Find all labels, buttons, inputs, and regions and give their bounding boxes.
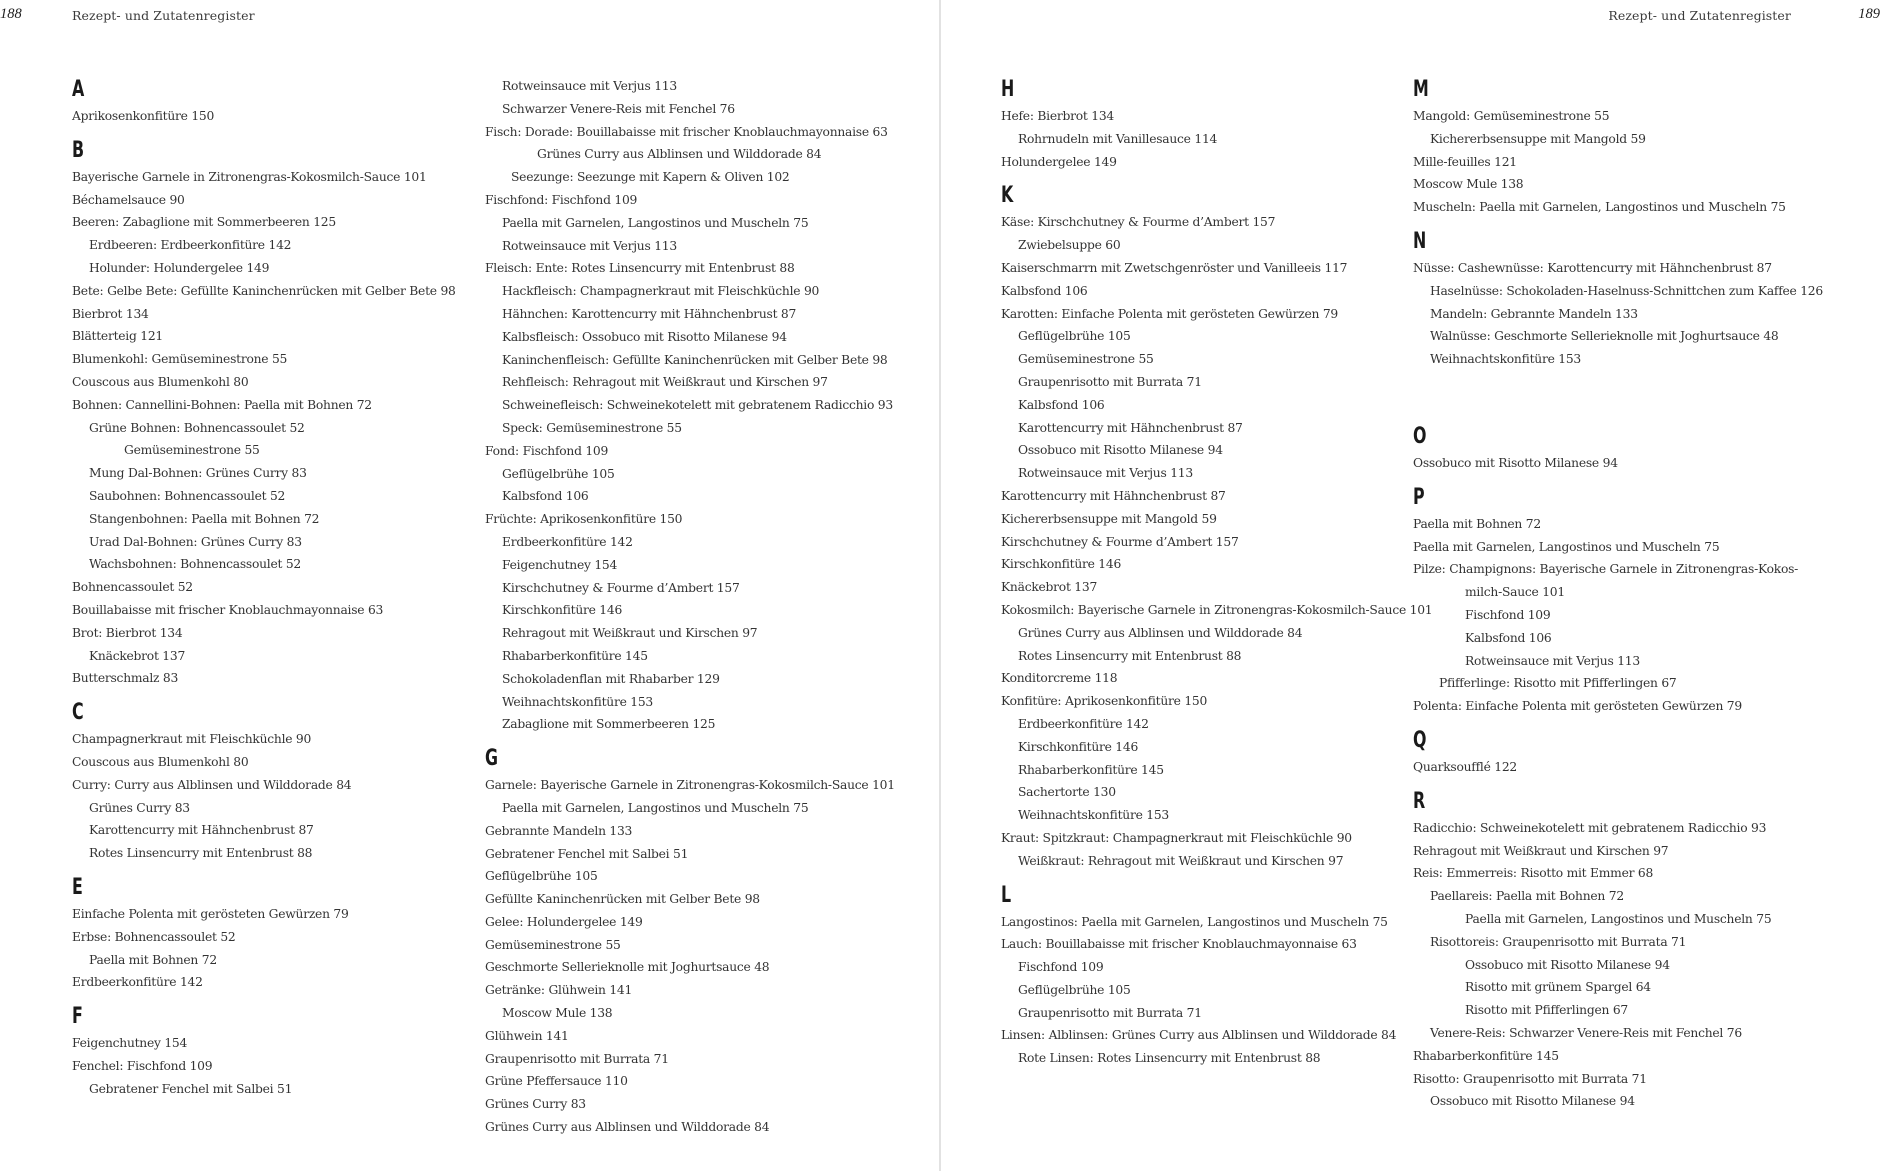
index-entry: Bohnencassoulet 52 [72, 580, 193, 595]
index-section [485, 745, 905, 1139]
index-subentry: Fischfond 109 [1465, 607, 1551, 622]
index-subentry: Kirschkonfitüre 146 [1018, 739, 1139, 754]
index-column [485, 75, 905, 1148]
index-entry: Blätterteig 121 [72, 329, 163, 344]
index-entry: Reis: Emmerreis: Risotto mit Emmer 68 [1413, 866, 1654, 881]
index-section [1413, 727, 1833, 779]
index-entry: Rhabarberkonfitüre 145 [1413, 1048, 1559, 1063]
index-entry: Gefüllte Kaninchenrücken mit Gelber Bete 98 [485, 892, 760, 907]
index-subentry: Kaninchenfleisch: Gefüllte Kaninchenrücken mit Gelber Bete 98 [502, 352, 888, 367]
index-subentry: Karottencurry mit Hähnchenbrust 87 [89, 823, 314, 838]
index-entry: Geflügelbrühe 105 [485, 869, 598, 884]
index-entry: Lauch: Bouillabaisse mit frischer Knoblauchmayonnaise 63 [1001, 937, 1357, 952]
index-entry: Fisch: Dorade: Bouillabaisse mit frischer Knoblauchmayonnaise 63 [485, 124, 888, 139]
section-letter: Q [1413, 727, 1427, 753]
index-subentry: Rotes Linsencurry mit Entenbrust 88 [1018, 648, 1242, 663]
index-section [1413, 484, 1833, 718]
index-subentry: Graupenrisotto mit Burrata 71 [1018, 374, 1202, 389]
index-entry: Gemüseminestrone 55 [485, 937, 621, 952]
index-entry: Gebratener Fenchel mit Salbei 51 [485, 846, 689, 861]
index-entry: Bete: Gelbe Bete: Gefüllte Kaninchenrücken mit Gelber Bete 98 [72, 283, 456, 298]
index-subentry: Rote Linsen: Rotes Linsencurry mit Entenbrust 88 [1018, 1051, 1321, 1066]
index-entry: Gelee: Holundergelee 149 [485, 914, 643, 929]
index-section [1413, 788, 1833, 1113]
index-entry: Kirschkonfitüre 146 [1001, 557, 1122, 572]
index-entry: Pilze: Champignons: Bayerische Garnele in Zitronengras-Kokos- [1413, 562, 1799, 577]
index-entry: Curry: Curry aus Alblinsen und Wilddorade 84 [72, 777, 352, 792]
index-entry: Knäckebrot 137 [1001, 580, 1098, 595]
index-section [72, 874, 492, 994]
index-entry: Quarksoufflé 122 [1413, 759, 1517, 774]
index-subentry: Risottoreis: Graupenrisotto mit Burrata 71 [1430, 934, 1687, 949]
index-subentry: Erdbeerkonfitüre 142 [1018, 716, 1149, 731]
index-entry: Fleisch: Ente: Rotes Linsencurry mit Entenbrust 88 [485, 261, 795, 276]
index-entry: Nüsse: Cashewnüsse: Karottencurry mit Hähnchenbrust 87 [1413, 260, 1772, 275]
index-section [1001, 76, 1421, 173]
index-subentry: Weihnachtskonfitüre 153 [1430, 352, 1581, 367]
index-subentry: Risotto mit Pfifferlingen 67 [1465, 1003, 1628, 1018]
index-subentry: Kirschkonfitüre 146 [502, 603, 623, 618]
index-entry: Aprikosenkonfitüre 150 [72, 109, 215, 123]
index-subentry: Ossobuco mit Risotto Milanese 94 [1018, 443, 1223, 458]
index-subentry: Rehragout mit Weißkraut und Kirschen 97 [502, 626, 758, 641]
index-entry: Muscheln: Paella mit Garnelen, Langostinos und Muscheln 75 [1413, 200, 1786, 215]
index-subentry: Risotto mit grünem Spargel 64 [1465, 980, 1651, 995]
index-subentry: Zwiebelsuppe 60 [1018, 238, 1121, 253]
index-subentry: Kalbsfond 106 [1018, 397, 1105, 412]
page-number: 188 [0, 6, 22, 22]
index-subentry: Knäckebrot 137 [89, 648, 186, 663]
index-subentry: Mung Dal-Bohnen: Grünes Curry 83 [89, 466, 307, 481]
index-subentry: Kirschchutney & Fourme d’Ambert 157 [502, 580, 740, 595]
index-entry: Käse: Kirschchutney & Fourme d’Ambert 157 [1001, 215, 1276, 230]
right-page [941, 0, 1880, 1171]
index-subentry: Hähnchen: Karottencurry mit Hähnchenbrust 87 [502, 306, 797, 321]
index-entry: Moscow Mule 138 [1413, 177, 1524, 192]
index-entry: Rehragout mit Weißkraut und Kirschen 97 [1413, 843, 1669, 858]
index-entry: Feigenchutney 154 [72, 1036, 188, 1051]
section-letter: C [72, 700, 84, 726]
index-subentry: Saubohnen: Bohnencassoulet 52 [89, 488, 286, 503]
index-entry: Kirschchutney & Fourme d’Ambert 157 [1001, 534, 1239, 549]
index-entry: Karotten: Einfache Polenta mit gerösteten Gewürzen 79 [1001, 306, 1338, 321]
index-subentry: Feigenchutney 154 [502, 557, 618, 572]
index-entry: Geschmorte Sellerieknolle mit Joghurtsauce 48 [485, 960, 770, 975]
index-entry: Fond: Fischfond 109 [485, 443, 609, 458]
section-letter: K [1001, 183, 1014, 209]
index-subentry: Weihnachtskonfitüre 153 [1018, 808, 1169, 823]
index-column [1413, 76, 1833, 1122]
index-section [1413, 423, 1833, 475]
index-entry: Erdbeerkonfitüre 142 [72, 975, 203, 990]
index-entry: Butterschmalz 83 [72, 671, 179, 686]
section-gap [1413, 380, 1833, 423]
index-entry: Risotto: Graupenrisotto mit Burrata 71 [1413, 1071, 1647, 1086]
index-subentry: Stangenbohnen: Paella mit Bohnen 72 [89, 511, 320, 526]
index-subentry: Schokoladenflan mit Rhabarber 129 [502, 671, 720, 686]
index-subentry: Urad Dal-Bohnen: Grünes Curry 83 [89, 534, 302, 549]
index-subentry: Paella mit Garnelen, Langostinos und Muscheln 75 [1465, 911, 1772, 926]
index-entry: Getränke: Glühwein 141 [485, 983, 633, 998]
index-subentry: Karottencurry mit Hähnchenbrust 87 [1018, 420, 1243, 435]
index-entry: Paella mit Bohnen 72 [1413, 516, 1541, 531]
index-section [1413, 228, 1833, 371]
index-subentry: Seezunge: Seezunge mit Kapern & Oliven 102 [511, 170, 790, 185]
index-entry: Holundergelee 149 [1001, 154, 1117, 169]
index-entry: Kaiserschmarrn mit Zwetschgenröster und Vanilleeis 117 [1001, 260, 1348, 275]
index-subentry: Rotweinsauce mit Verjus 113 [502, 79, 677, 93]
index-subentry: Rhabarberkonfitüre 145 [1018, 762, 1164, 777]
index-subentry: Schwarzer Venere-Reis mit Fenchel 76 [502, 101, 735, 116]
index-entry: Bouillabaisse mit frischer Knoblauchmayonnaise 63 [72, 602, 384, 617]
index-entry: Glühwein 141 [485, 1028, 569, 1043]
index-subentry: Mandeln: Gebrannte Mandeln 133 [1430, 306, 1638, 321]
index-subentry: Kalbsfleisch: Ossobuco mit Risotto Milanese 94 [502, 329, 787, 344]
index-entry: Kichererbsensuppe mit Mangold 59 [1001, 511, 1217, 526]
index-entry: Konditorcreme 118 [1001, 671, 1118, 686]
index-entry: Karottencurry mit Hähnchenbrust 87 [1001, 488, 1226, 503]
index-subentry: Erdbeeren: Erdbeerkonfitüre 142 [89, 238, 292, 253]
index-subentry: Rotweinsauce mit Verjus 113 [1465, 653, 1640, 668]
index-entry: Mille-feuilles 121 [1413, 154, 1517, 169]
index-subentry: Geflügelbrühe 105 [1018, 329, 1131, 344]
index-entry: Langostinos: Paella mit Garnelen, Langostinos und Muscheln 75 [1001, 914, 1388, 929]
index-entry: Linsen: Alblinsen: Grünes Curry aus Alblinsen und Wilddorade 84 [1001, 1028, 1397, 1043]
index-subentry: Erdbeerkonfitüre 142 [502, 534, 633, 549]
index-subentry: Geflügelbrühe 105 [1018, 982, 1131, 997]
index-subentry: Gemüseminestrone 55 [1018, 352, 1154, 367]
index-entry: Einfache Polenta mit gerösteten Gewürzen 79 [72, 906, 349, 921]
index-entry: Champagnerkraut mit Fleischküchle 90 [72, 732, 312, 747]
index-subentry: Grünes Curry aus Alblinsen und Wilddorade 84 [537, 147, 822, 162]
index-subentry: Weißkraut: Rehragout mit Weißkraut und Kirschen 97 [1018, 853, 1344, 868]
index-entry: Fischfond: Fischfond 109 [485, 192, 638, 207]
index-subentry: Haselnüsse: Schokoladen-Haselnuss-Schnittchen zum Kaffee 126 [1430, 283, 1823, 298]
index-subentry: Paella mit Garnelen, Langostinos und Muscheln 75 [502, 800, 809, 815]
index-entry: Grünes Curry aus Alblinsen und Wilddorade 84 [485, 1120, 770, 1135]
index-subentry: Paella mit Bohnen 72 [89, 952, 217, 967]
running-head: Rezept- und Zutatenregister [72, 8, 255, 23]
index-section [1001, 182, 1433, 872]
index-subentry: Kalbsfond 106 [502, 489, 589, 504]
index-entry: Grüne Pfeffersauce 110 [485, 1074, 628, 1089]
index-entry: Couscous aus Blumenkohl 80 [72, 754, 249, 769]
index-entry: Graupenrisotto mit Burrata 71 [485, 1051, 669, 1066]
index-section [72, 1003, 492, 1100]
index-subentry: Holunder: Holundergelee 149 [89, 260, 270, 275]
index-subentry: Paella mit Garnelen, Langostinos und Muscheln 75 [502, 215, 809, 230]
index-subentry: Rotes Linsencurry mit Entenbrust 88 [89, 846, 313, 861]
page-number: 189 [1858, 6, 1880, 22]
section-letter: M [1413, 77, 1429, 102]
index-entry: Paella mit Garnelen, Langostinos und Muscheln 75 [1413, 539, 1720, 554]
index-subentry: Paellareis: Paella mit Bohnen 72 [1430, 889, 1624, 904]
index-subentry: Pfifferlinge: Risotto mit Pfifferlingen 67 [1439, 676, 1677, 691]
index-entry: Polenta: Einfache Polenta mit gerösteten Gewürzen 79 [1413, 699, 1742, 714]
index-subentry: Grüne Bohnen: Bohnencassoulet 52 [89, 420, 305, 435]
section-letter: E [72, 874, 83, 900]
index-subentry: Rehfleisch: Rehragout mit Weißkraut und Kirschen 97 [502, 375, 828, 390]
index-entry: Brot: Bierbrot 134 [72, 625, 183, 640]
index-subentry: Weihnachtskonfitüre 153 [502, 694, 653, 709]
index-section [72, 699, 492, 865]
section-letter: P [1413, 484, 1425, 510]
index-subentry: Kalbsfond 106 [1465, 630, 1552, 645]
index-section [1001, 882, 1421, 1071]
index-subentry: Rohrnudeln mit Vanillesauce 114 [1018, 131, 1218, 146]
index-subentry: Geflügelbrühe 105 [502, 466, 615, 481]
index-subentry: Ossobuco mit Risotto Milanese 94 [1465, 957, 1670, 972]
index-subentry: Grünes Curry 83 [89, 800, 190, 815]
index-entry: Kokosmilch: Bayerische Garnele in Zitronengras-Kokosmilch-Sauce 101 [1001, 602, 1433, 617]
index-entry: Bierbrot 134 [72, 306, 149, 321]
running-head: Rezept- und Zutatenregister [1608, 8, 1791, 23]
index-column [72, 76, 492, 1109]
index-entry: Bohnen: Cannellini-Bohnen: Paella mit Bohnen 72 [72, 397, 372, 412]
index-subentry: Moscow Mule 138 [502, 1006, 613, 1021]
index-subentry: Speck: Gemüseminestrone 55 [502, 420, 682, 435]
index-entry: Mangold: Gemüseminestrone 55 [1413, 109, 1610, 123]
index-subentry: Rotweinsauce mit Verjus 113 [502, 238, 677, 253]
section-letter: L [1001, 882, 1012, 908]
index-section [1413, 76, 1833, 219]
index-entry: Fenchel: Fischfond 109 [72, 1058, 213, 1073]
index-entry: Gebrannte Mandeln 133 [485, 823, 633, 838]
index-subentry: Graupenrisotto mit Burrata 71 [1018, 1005, 1202, 1020]
index-section [72, 137, 492, 690]
index-subentry: Kichererbsensuppe mit Mangold 59 [1430, 131, 1646, 146]
index-entry: Radicchio: Schweinekotelett mit gebratenem Radicchio 93 [1413, 820, 1767, 835]
index-entry: Hefe: Bierbrot 134 [1001, 109, 1114, 123]
index-entry: Konfitüre: Aprikosenkonfitüre 150 [1001, 694, 1208, 709]
index-entry: Bayerische Garnele in Zitronengras-Kokosmilch-Sauce 101 [72, 169, 427, 184]
index-entry: Couscous aus Blumenkohl 80 [72, 374, 249, 389]
index-entry: Béchamelsauce 90 [72, 192, 185, 207]
index-subentry: Ossobuco mit Risotto Milanese 94 [1430, 1094, 1635, 1109]
index-subentry: Gemüseminestrone 55 [124, 443, 260, 458]
index-column [1001, 76, 1433, 1079]
section-letter: A [72, 77, 85, 102]
index-subentry: milch-Sauce 101 [1465, 585, 1565, 600]
section-letter: F [72, 1004, 83, 1030]
index-entry: Erbse: Bohnencassoulet 52 [72, 929, 236, 944]
section-letter: G [485, 746, 499, 772]
index-section [72, 76, 492, 128]
index-subentry: Rhabarberkonfitüre 145 [502, 648, 648, 663]
index-subentry: Walnüsse: Geschmorte Sellerieknolle mit Joghurtsauce 48 [1430, 329, 1779, 344]
index-entry: Kraut: Spitzkraut: Champagnerkraut mit Fleischküchle 90 [1001, 830, 1352, 845]
section-letter: O [1413, 423, 1427, 449]
section-letter: B [72, 137, 85, 163]
index-entry: Ossobuco mit Risotto Milanese 94 [1413, 455, 1618, 470]
section-letter: R [1413, 788, 1426, 814]
section-letter: N [1413, 228, 1427, 254]
index-subentry: Sachertorte 130 [1018, 785, 1116, 800]
index-entry: Garnele: Bayerische Garnele in Zitronengras-Kokosmilch-Sauce 101 [485, 778, 895, 793]
index-subentry: Rotweinsauce mit Verjus 113 [1018, 466, 1193, 481]
index-entry: Blumenkohl: Gemüseminestrone 55 [72, 352, 288, 367]
index-subentry: Grünes Curry aus Alblinsen und Wilddorade 84 [1018, 625, 1303, 640]
index-subentry: Hackfleisch: Champagnerkraut mit Fleischküchle 90 [502, 284, 820, 299]
index-subentry: Fischfond 109 [1018, 960, 1104, 975]
index-section [485, 75, 905, 736]
index-subentry: Schweinefleisch: Schweinekotelett mit gebratenem Radicchio 93 [502, 398, 893, 413]
index-entry: Beeren: Zabaglione mit Sommerbeeren 125 [72, 215, 336, 230]
index-entry: Kalbsfond 106 [1001, 283, 1088, 298]
index-entry: Grünes Curry 83 [485, 1097, 586, 1112]
index-subentry: Gebratener Fenchel mit Salbei 51 [89, 1081, 293, 1096]
index-subentry: Wachsbohnen: Bohnencassoulet 52 [89, 557, 301, 572]
index-subentry: Zabaglione mit Sommerbeeren 125 [502, 717, 716, 732]
index-subentry: Venere-Reis: Schwarzer Venere-Reis mit Fenchel 76 [1430, 1025, 1742, 1040]
section-letter: H [1001, 77, 1015, 102]
index-entry: Früchte: Aprikosenkonfitüre 150 [485, 512, 683, 527]
